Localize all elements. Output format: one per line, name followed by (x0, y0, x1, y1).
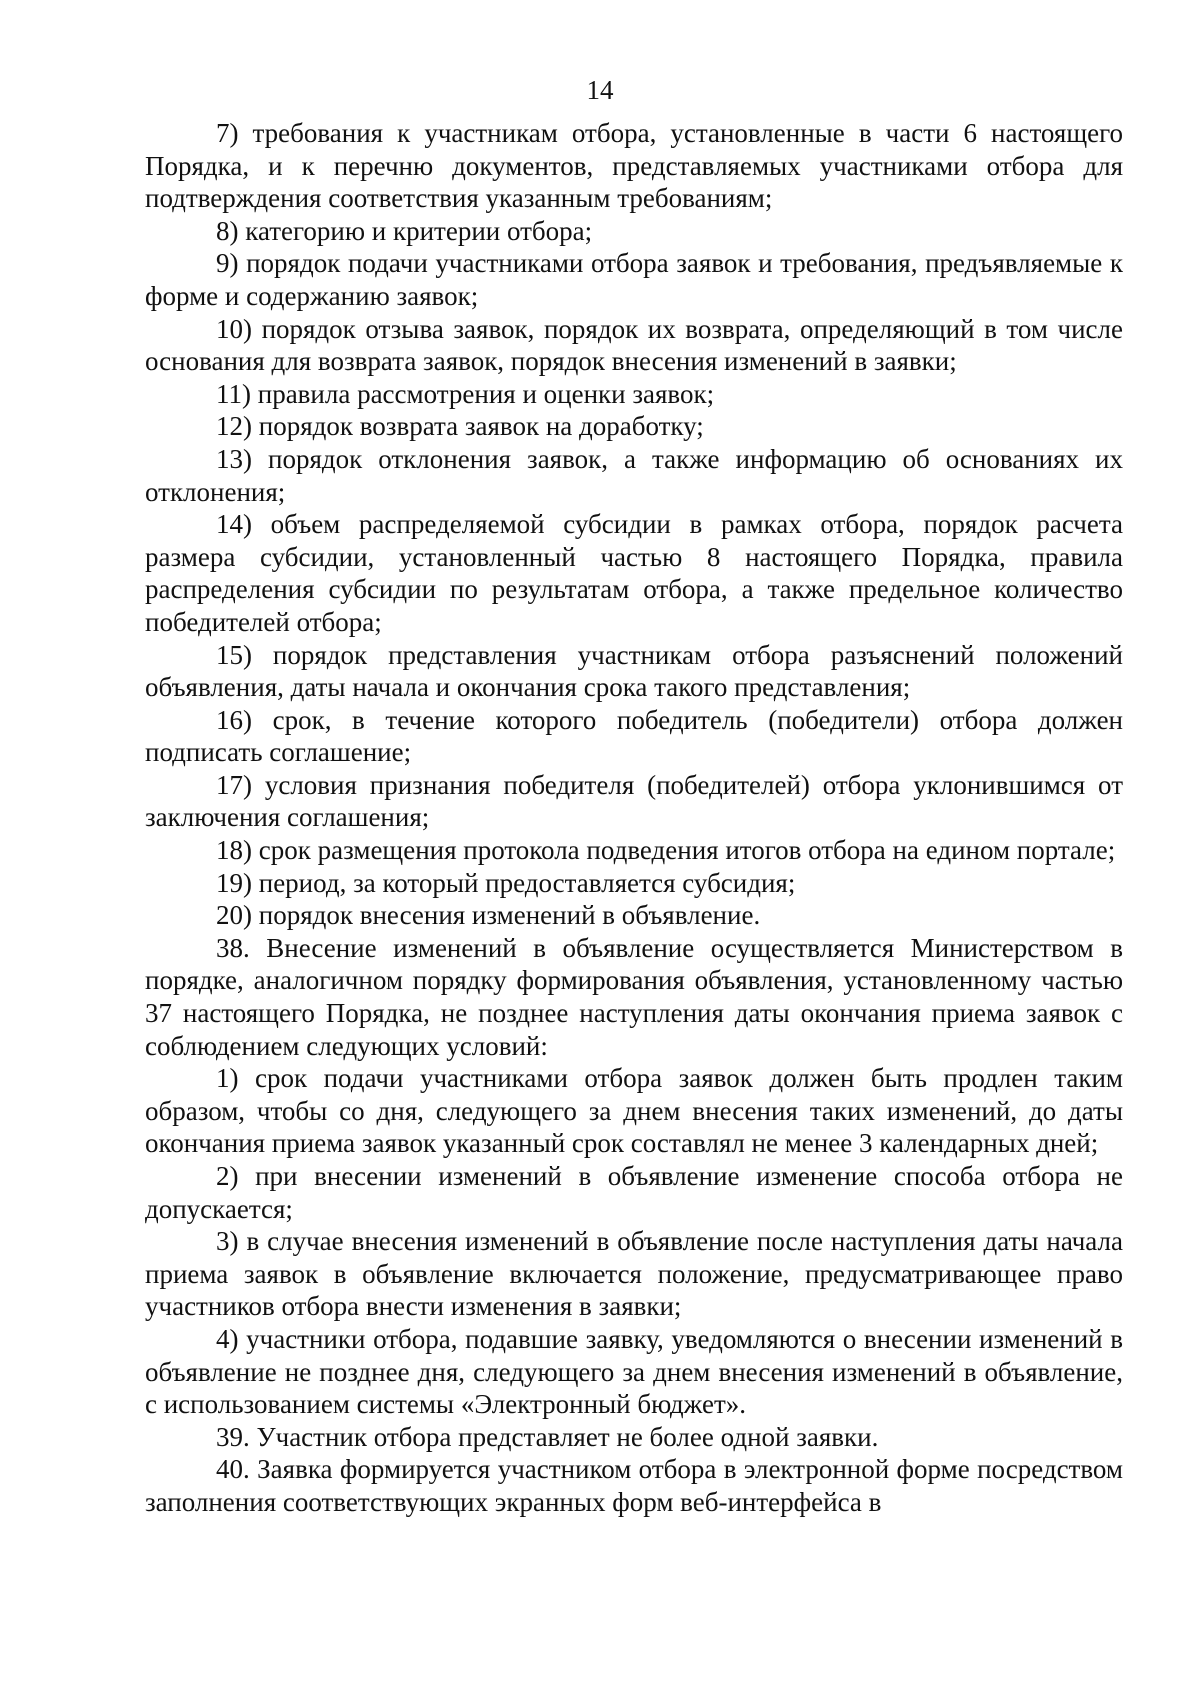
section-40-application-form: 40. Заявка формируется участником отбора в электронной форме посредством заполнения соответствующих экранных форм веб-интерфейса в (145, 1454, 1123, 1517)
page-number: 14 (586, 75, 614, 105)
item-11-review-rules: 11) правила рассмотрения и оценки заявок; (216, 378, 715, 409)
item-12-return-for-revision: 12) порядок возврата заявок на доработку; (216, 411, 704, 442)
section-38-item-4: 4) участники отбора, подавшие заявку, уведомляются о внесении изменений в объявление не позднее дня, следующего за днем внесения изменений в объявление, с использованием системы «Электронный бюджет». (145, 1323, 1123, 1420)
item-16-signing-deadline: 16) срок, в течение которого победитель (победители) отбора должен подписать соглашение; (145, 704, 1123, 768)
item-10-withdrawal-order: 10) порядок отзыва заявок, порядок их возврата, определяющий в том числе основания для возврата заявок, порядок внесения изменений в заявки; (145, 313, 1123, 377)
section-38-item-2: 2) при внесении изменений в объявление изменение способа отбора не допускается; (145, 1161, 1123, 1224)
item-7-requirements: 7) требования к участникам отбора, установленные в части 6 настоящего Порядка, и к перечню документов, представляемых участниками отбора для подтверждения соответствия указанным требованиям; (145, 118, 1123, 214)
section-38-item-3: 3) в случае внесения изменений в объявление после наступления даты начала приема заявок в объявление включается положение, предусматривающее право участников отбора внести изменения в заявки; (145, 1226, 1123, 1322)
item-18-protocol-deadline: 18) срок размещения протокола подведения итогов отбора на едином портале; (216, 835, 1116, 866)
item-14-subsidy-volume: 14) объем распределяемой субсидии в рамках отбора, порядок расчета размера субсидии, установленный частью 8 настоящего Порядка, правила распределения субсидии по результатам отбора, а также предельное количество победителей отбора; (145, 509, 1123, 637)
item-9-submission-order: 9) порядок подачи участниками отбора заявок и требования, предъявляемые к форме и содержанию заявок; (145, 248, 1123, 311)
item-15-clarifications: 15) порядок представления участникам отбора разъяснений положений объявления, даты начала и окончания срока такого представления; (145, 639, 1123, 703)
item-8-category: 8) категорию и критерии отбора; (216, 215, 593, 246)
item-19-subsidy-period: 19) период, за который предоставляется субсидия; (216, 867, 796, 898)
item-20-amendment-order: 20) порядок внесения изменений в объявление. (216, 900, 761, 931)
section-39-single-application: 39. Участник отбора представляет не более одной заявки. (216, 1421, 879, 1452)
document-body (145, 117, 1123, 1519)
section-38-item-1: 1) срок подачи участниками отбора заявок должен быть продлен таким образом, чтобы со дня, следующего за днем внесения таких изменений, до даты окончания приема заявок указанный срок составлял не менее 3 календарных дней; (145, 1063, 1123, 1159)
item-13-rejection-order: 13) порядок отклонения заявок, а также информацию об основаниях их отклонения; (145, 443, 1123, 507)
item-17-evasion-conditions: 17) условия признания победителя (победителей) отбора уклонившимся от заключения соглашения; (145, 769, 1123, 833)
section-38-amendments: 38. Внесение изменений в объявление осуществляется Министерством в порядке, аналогичном порядку формирования объявления, установленному частью 37 настоящего Порядка, не позднее наступления даты окончания приема заявок с соблюдением следующих условий: (145, 932, 1123, 1061)
